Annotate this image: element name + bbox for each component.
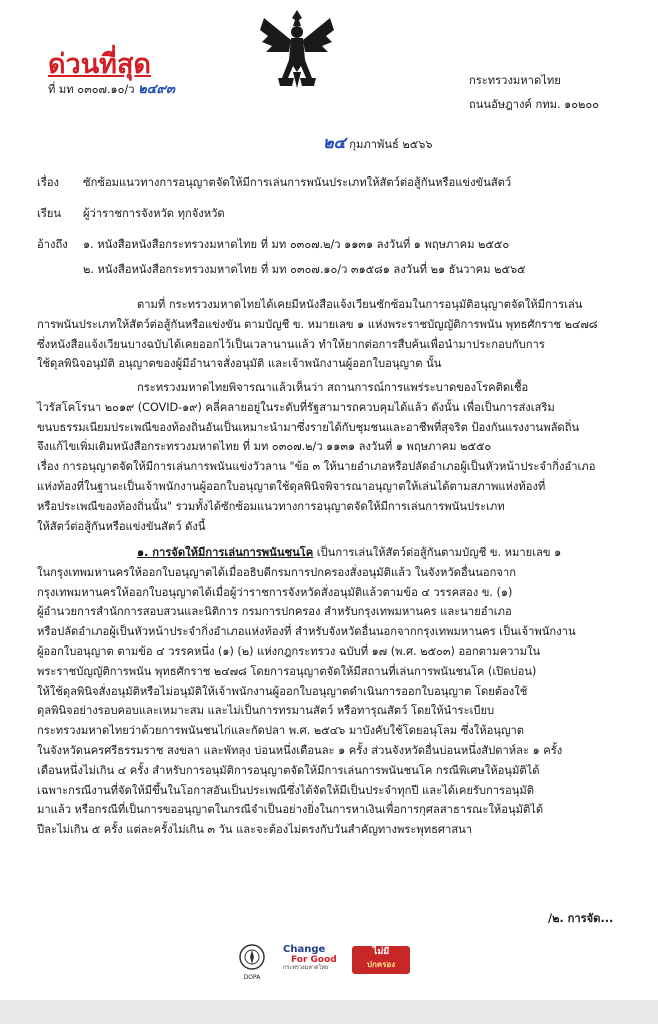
paragraph-line: ไวรัสโคโรนา ๒๐๑๙ (COVID-๑๙) คลี่คลายอยู่ในระดับที่รัฐสามารถควบคุมได้แล้ว ดังนั้น เพื่อเป็นการส่งเสริม xyxy=(37,400,555,414)
paragraph-line: ในจังหวัดนครศรีธรรมราช สงขลา และพัทลุง บ่อนหนึ่งเดือนละ ๑ ครั้ง ส่วนจังหวัดอื่นบ่อนหนึ่งสัปดาห์ละ ๑ ครั้ง xyxy=(37,743,563,757)
section-bullfighting xyxy=(37,543,576,840)
seal-logo: DOPA xyxy=(239,944,265,981)
paragraph-line: ซึ่งหนังสือแจ้งเวียนบางฉบับได้เคยออกไว้เป็นเวลานานแล้ว ทำให้ยากต่อการสืบค้นเพื่อนำมาประกอบกับการ xyxy=(37,337,545,351)
paragraph-line: แห่งท้องที่ในฐานะเป็นเจ้าพนักงานผู้ออกใบอนุญาตใช้ดุลพินิจพิจารณาอนุญาตให้เล่นได้ตามสภาพแห่งท้องที่ xyxy=(37,479,546,493)
paragraph-line: พระราชบัญญัติการพนัน พุทธศักราช ๒๔๗๘ โดยการอนุญาตจัดให้มีสถานที่เล่นการพนันชนโค (เปิดบ่อน) xyxy=(37,664,537,678)
paragraph-line: มาแล้ว หรือกรณีที่เป็นการขออนุญาตในกรณีจำเป็นอย่างยิ่งในการหาเงินเพื่อการกุศลสาธารณะให้อนุมัติได้ xyxy=(37,803,544,817)
paragraph-line: กระทรวงมหาดไทยพิจารณาแล้วเห็นว่า สถานการณ์การแพร่ระบาดของโรคติดเชื้อ xyxy=(137,381,529,394)
paragraph-line: ปีละไม่เกิน ๕ ครั้ง แต่ละครั้งไม่เกิน ๓ วัน และจะต้องไม่ตรงกับวันสำคัญทางพระพุทธศาสนา xyxy=(37,823,473,837)
handwritten-number: ๒๔๙๓ xyxy=(138,82,175,97)
reference-label: อ้างถึง xyxy=(37,238,68,251)
paragraph-line: หรือประเพณีของท้องถิ่นนั้น" รวมทั้งได้ซักซ้อมแนวทางการอนุญาตจัดให้มีการเล่นการพนันประเภท xyxy=(37,499,505,513)
subject-label: เรื่อง xyxy=(37,176,60,189)
seal-icon xyxy=(239,944,265,970)
section-heading: ๑. การจัดให้มีการเล่นการพนันชนโค xyxy=(137,546,314,559)
addressee-label: เรียน xyxy=(37,207,62,220)
paragraph-background xyxy=(37,295,598,374)
paragraph-line: หรือปลัดอำเภอผู้เป็นหัวหน้าประจำกิ่งอำเภอแห่งท้องที่ สำหรับจังหวัดอื่นนอกจากกรุงเทพมหานคร เป็นเจ้าพนักงาน xyxy=(37,625,576,639)
reference-item: ๑. หนังสือหนังสือกระทรวงมหาดไทย ที่ มท ๐๓๐๗.๒/ว ๑๑๓๑ ลงวันที่ ๑ พฤษภาคม ๒๕๕๐ xyxy=(83,238,510,251)
paragraph-line: กระทรวงมหาดไทยว่าด้วยการพนันชนไก่และกัดปลา พ.ศ. ๒๕๔๖ มาบังคับใช้โดยอนุโลม ซึ่งให้อนุญาต xyxy=(37,724,525,738)
handwritten-day: ๒๔ xyxy=(323,133,346,152)
paragraph-line: ดุลพินิจอย่างรอบคอบและเหมาะสม และไม่เป็นการทรมานสัตว์ หรือทารุณสัตว์ โดยให้นำระเบียบ xyxy=(37,704,495,718)
reference-item: ๒. หนังสือหนังสือกระทรวงมหาดไทย ที่ มท ๐๓๐๗.๑๐/ว ๓๑๕๘๑ ลงวันที่ ๒๑ ธันวาคม ๒๕๖๕ xyxy=(83,263,526,276)
campaign-logo: ไม่มี ปกครอง xyxy=(352,946,410,974)
document-date: ๒๔ กุมภาพันธ์ ๒๕๖๖ xyxy=(323,133,433,152)
paragraph-line: ตามที่ กระทรวงมหาดไทยได้เคยมีหนังสือแจ้งเวียนซักซ้อมในการอนุมัติอนุญาตจัดให้มีการเล่น xyxy=(137,298,583,311)
bottom-margin xyxy=(0,1000,658,1024)
section-heading-line: ๑. การจัดให้มีการเล่นการพนันชนโค เป็นการเล่นให้สัตว์ต่อสู้กันตามบัญชี ข. หมายเลข ๑ xyxy=(137,546,562,559)
paragraph-line: เฉพาะกรณีงานที่จัดให้มีขึ้นในโอกาสอันเป็นประเพณีซึ่งได้จัดให้มีเป็นประจำทุกปี และได้เคยรับการอนุมัติ xyxy=(37,783,535,797)
document-number: ที่ มท ๐๓๐๗.๑๐/ว ๒๔๙๓ xyxy=(48,82,175,97)
paragraph-line: ให้สัตว์ต่อสู้กันหรือแข่งขันสัตว์ ดังนี้ xyxy=(37,519,206,533)
urgency-stamp: ด่วนที่สุด xyxy=(48,49,151,80)
paragraph-line: การพนันประเภทให้สัตว์ต่อสู้กันหรือแข่งขัน ตามบัญชี ข. หมายเลข ๑ แห่งพระราชบัญญัติการพนัน พุทธศักราช ๒๔๗๘ xyxy=(37,317,598,331)
subject-text: ซักซ้อมแนวทางการอนุญาตจัดให้มีการเล่นการพนันประเภทให้สัตว์ต่อสู้กันหรือแข่งขันสัตว์ xyxy=(83,176,512,189)
paragraph-line: เดือนหนึ่งไม่เกิน ๔ ครั้ง สำหรับการอนุมัติการอนุญาตจัดให้มีการเล่นการพนันชนโค กรณีพิเศษให้อนุมัติได้ xyxy=(37,763,540,777)
paragraph-line: ในกรุงเทพมหานครให้ออกใบอนุญาตได้เมื่ออธิบดีกรมการปกครองสั่งอนุมัติแล้ว ในจังหวัดอื่นนอกจาก xyxy=(37,565,517,579)
paragraph-consideration xyxy=(37,378,595,536)
agency-address: ถนนอัษฎางค์ กทม. ๑๐๒๐๐ xyxy=(469,98,600,111)
paragraph-line: ผู้อำนวยการสำนักการสอบสวนและนิติการ กรมการปกครอง สำหรับกรุงเทพมหานคร และนายอำเภอ xyxy=(37,605,512,619)
paragraph-line: กรุงเทพมหานครให้ออกใบอนุญาตได้เมื่อผู้ว่าราชการจังหวัดสั่งอนุมัติแล้วตามข้อ ๔ วรรคสอง ข. (๑) xyxy=(37,585,513,599)
change-for-good-logo: Change For Good กระทรวงมหาดไทย xyxy=(283,944,337,971)
paragraph-line: ให้ใช้ดุลพินิจสั่งอนุมัติหรือไม่อนุมัติให้เจ้าพนักงานผู้ออกใบอนุญาตดำเนินการออกใบอนุญาต โดยต้องใช้ xyxy=(37,684,528,698)
paragraph-line: จึงแก้ไขเพิ่มเติมหนังสือกระทรวงมหาดไทย ที่ มท ๐๓๐๗.๒/ว ๑๑๓๑ ลงวันที่ ๑ พฤษภาคม ๒๕๕๐ xyxy=(37,440,492,454)
paragraph-line: เรื่อง การอนุญาตจัดให้มีการเล่นการพนันแข่งวัวลาน "ข้อ ๓ ให้นายอำเภอหรือปลัดอำเภอผู้เป็นหัวหน้าประจำกิ่งอำเภอ xyxy=(37,460,596,474)
agency-name: กระทรวงมหาดไทย xyxy=(469,74,561,87)
paragraph-line: ใช้ดุลพินิจอนุมัติ อนุญาตของผู้มีอำนาจสั่งอนุมัติ และเจ้าพนักงานผู้ออกใบอนุญาต นั้น xyxy=(37,357,442,371)
continuation-marker: /๒. การจัด... xyxy=(548,912,614,925)
garuda-emblem-icon xyxy=(258,8,336,90)
paragraph-line: ผู้ออกใบอนุญาต ตามข้อ ๔ วรรคหนึ่ง (๑) (๒) แห่งกฎกระทรวง ฉบับที่ ๑๗ (พ.ศ. ๒๕๐๓) ออกตามความใน xyxy=(37,644,541,658)
addressee-text: ผู้ว่าราชการจังหวัด ทุกจังหวัด xyxy=(83,207,225,220)
paragraph-line: ขนบธรรมเนียมประเพณีของท้องถิ่นอันเป็นเหมาะนำมาซึ่งรายได้กับชุมชนและอาชีพที่สุจริต ป้องกันแรงงานพลัดถิ่น xyxy=(37,420,580,434)
